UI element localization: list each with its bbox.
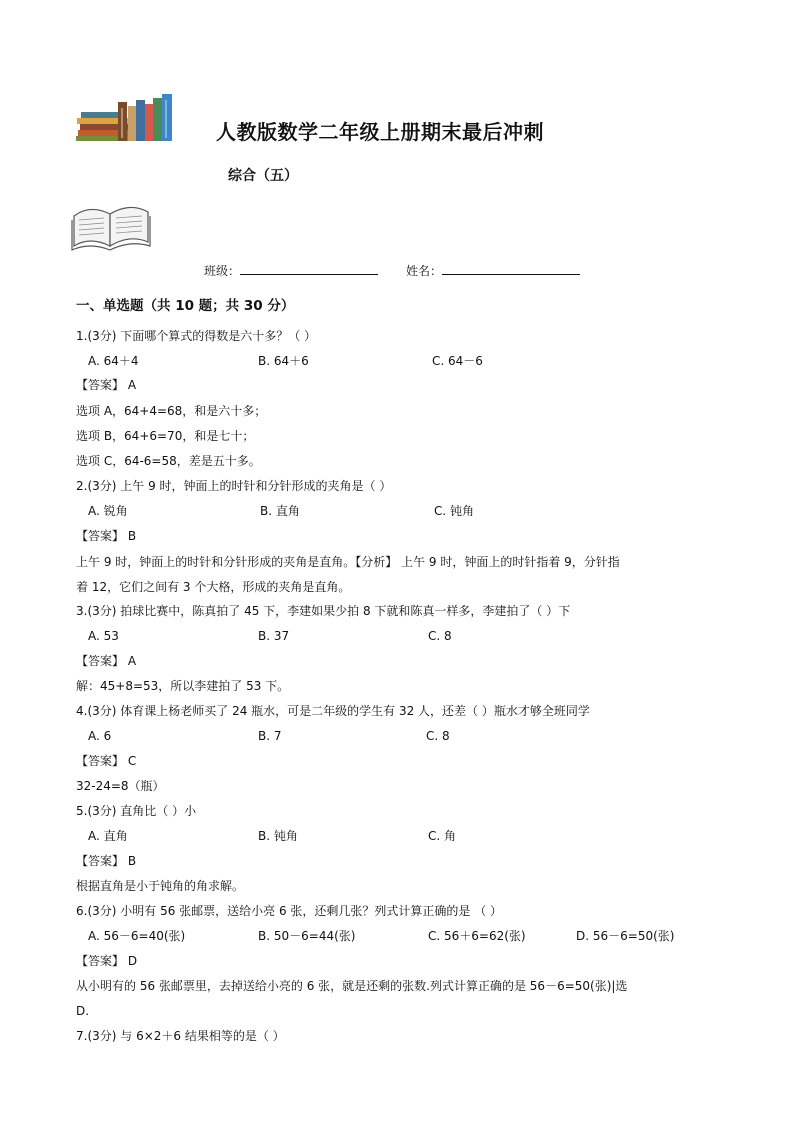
option-d[interactable]: D. 56－6=50(张) xyxy=(576,929,675,943)
answer-line xyxy=(76,853,136,869)
class-blank[interactable] xyxy=(240,262,378,275)
answer-value: A xyxy=(127,378,137,392)
explanation-line: 着 12，它们之间有 3 个大格，形成的夹角是直角。 xyxy=(76,580,351,594)
answer-value: B xyxy=(127,854,137,868)
option-c[interactable]: C. 角 xyxy=(428,829,457,843)
name-label: 姓名： xyxy=(406,264,443,278)
option-c[interactable]: C. 64－6 xyxy=(432,354,483,368)
option-a[interactable]: A. 64＋4 xyxy=(88,354,139,368)
answer-line xyxy=(76,528,136,544)
option-a[interactable]: A. 53 xyxy=(88,629,119,643)
option-c[interactable]: C. 56＋6=62(张) xyxy=(428,929,526,943)
class-label: 班级： xyxy=(204,264,241,278)
question-stem: 4.(3分) 体育课上杨老师买了 24 瓶水，可是二年级的学生有 32 人，还差（ ）瓶水才够全班同学 xyxy=(76,704,590,718)
option-b[interactable]: B. 50－6=44(张) xyxy=(258,929,356,943)
explanation-line: 选项 B，64+6=70，和是七十； xyxy=(76,429,255,443)
question-stem: 3.(3分) 拍球比赛中，陈真拍了 45 下，李建如果少拍 8 下就和陈真一样多，李建拍了（ ）下 xyxy=(76,604,571,618)
explanation-line: 解：45+8=53，所以李建拍了 53 下。 xyxy=(76,679,290,693)
answer-label: 【答案】 xyxy=(76,654,125,668)
answer-label: 【答案】 xyxy=(76,529,125,543)
answer-value: A xyxy=(127,654,137,668)
answer-line xyxy=(76,653,136,669)
explanation-line: 选项 A，64+4=68，和是六十多； xyxy=(76,404,267,418)
explanation-line: 从小明有的 56 张邮票里，去掉送给小亮的 6 张，就是还剩的张数.列式计算正确的是 56－6=50(张)|选 xyxy=(76,979,628,993)
answer-label: 【答案】 xyxy=(76,754,125,768)
name-field[interactable] xyxy=(406,262,580,279)
explanation-line: 根据直角是小于钝角的角求解。 xyxy=(76,879,245,893)
question-stem: 1.(3分) 下面哪个算式的得数是六十多？（ ） xyxy=(76,329,317,343)
question-stem: 7.(3分) 与 6×2＋6 结果相等的是（ ） xyxy=(76,1029,285,1043)
page-subtitle: 综合（五） xyxy=(228,168,298,184)
open-book-icon xyxy=(70,196,152,252)
explanation-line: 上午 9 时，钟面上的时针和分针形成的夹角是直角。【分析】 上午 9 时，钟面上的时针指着 9，分针指 xyxy=(76,555,620,569)
option-b[interactable]: B. 钝角 xyxy=(258,829,298,843)
answer-label: 【答案】 xyxy=(76,954,125,968)
page-title: 人教版数学二年级上册期末最后冲刺 xyxy=(216,120,544,144)
bookshelf-icon xyxy=(76,94,176,142)
answer-label: 【答案】 xyxy=(76,378,125,392)
explanation-line: 选项 C，64-6=58，差是五十多。 xyxy=(76,454,261,468)
option-b[interactable]: B. 直角 xyxy=(260,504,300,518)
answer-value: D xyxy=(127,954,138,968)
answer-value: B xyxy=(127,529,137,543)
class-field[interactable] xyxy=(204,262,378,279)
option-b[interactable]: B. 37 xyxy=(258,629,290,643)
option-a[interactable]: A. 6 xyxy=(88,729,112,743)
section-heading: 一、单选题（共 10 题；共 30 分） xyxy=(76,298,295,314)
name-blank[interactable] xyxy=(442,262,580,275)
option-c[interactable]: C. 钝角 xyxy=(434,504,475,518)
option-a[interactable]: A. 56－6=40(张) xyxy=(88,929,186,943)
option-c[interactable]: C. 8 xyxy=(426,729,450,743)
option-b[interactable]: B. 7 xyxy=(258,729,282,743)
option-a[interactable]: A. 锐角 xyxy=(88,504,128,518)
question-stem: 2.(3分) 上午 9 时，钟面上的时针和分针形成的夹角是（ ） xyxy=(76,479,392,493)
question-stem: 5.(3分) 直角比（ ）小 xyxy=(76,804,197,818)
option-a[interactable]: A. 直角 xyxy=(88,829,128,843)
explanation-line: D. xyxy=(76,1004,90,1018)
answer-line xyxy=(76,377,136,393)
question-stem: 6.(3分) 小明有 56 张邮票，送给小亮 6 张，还剩几张？列式计算正确的是 （ ） xyxy=(76,904,503,918)
option-c[interactable]: C. 8 xyxy=(428,629,452,643)
answer-label: 【答案】 xyxy=(76,854,125,868)
answer-value: C xyxy=(127,754,137,768)
answer-line xyxy=(76,953,137,969)
explanation-line: 32-24=8（瓶） xyxy=(76,779,165,793)
option-b[interactable]: B. 64＋6 xyxy=(258,354,309,368)
answer-line xyxy=(76,753,136,769)
